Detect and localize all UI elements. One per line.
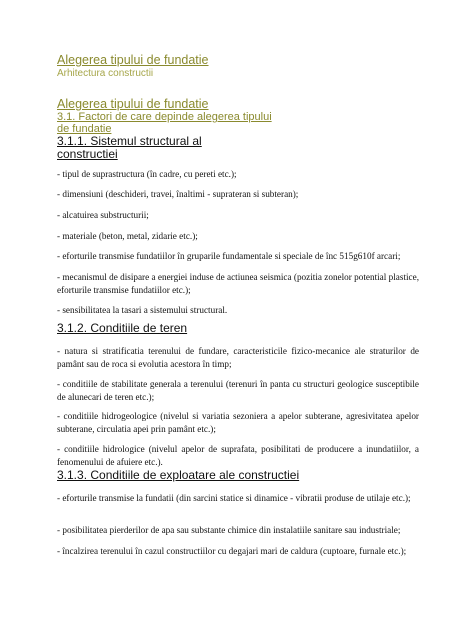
list-item: - conditiile de stabilitate generala a terenului (terenuri în panta cu structuri geologice susceptibile de alunecari de teren etc.); — [57, 379, 419, 402]
list-item: - posibilitatea pierderilor de apa sau substante chimice din instalatiile sanitare sau industriale; — [57, 525, 401, 535]
list-item: - materiale (beton, metal, zidarie etc.); — [57, 231, 198, 241]
document-subtitle: Arhitectura constructii — [57, 68, 154, 79]
list-item: - încalzirea terenului în cazul constructiilor cu degajari mari de caldura (cuptoare, furnale etc.); — [57, 546, 407, 556]
section-title[interactable]: Alegerea tipului de fundatie — [57, 97, 209, 111]
list-item: - eforturile transmise fundatiilor în gruparile fundamentale si speciale de înc 515g610f arcari; — [57, 251, 401, 261]
list-item: - dimensiuni (deschideri, travei, înaltimi - suprateran si subteran); — [57, 189, 299, 199]
list-item: - tipul de suprastructura (în cadre, cu pereti etc.); — [57, 169, 237, 179]
list-item: - conditiile hidrologice (nivelul apelor de suprafata, posibilitati de producere a inundatiilor, a fenomenului de afuiere etc.). — [57, 444, 419, 467]
list-item: - natura si stratificatia terenului de fundare, caracteristicile fizico-mecanice ale straturilor de pamânt sau de roca si evolutia acestora în timp; — [57, 346, 419, 369]
list-item: - eforturile transmise la fundatii (din sarcini statice si dinamice - vibratii produse de utilaje etc.); — [57, 493, 411, 503]
section-subtitle[interactable]: 3.1. Factori de care depinde alegerea tipului de fundatie — [57, 111, 272, 135]
list-item: - conditiile hidrogeologice (nivelul si variatia sezoniera a apelor subterane, agresivitatea apelor subterane, circulatia apei prin pamânt etc.); — [57, 411, 419, 434]
list-item: - mecanismul de disipare a energiei induse de actiunea seismica (pozitia zonelor potential plastice, eforturile transmise fundatiilor etc.); — [57, 272, 419, 295]
document-title[interactable]: Alegerea tipului de fundatie — [57, 53, 209, 67]
heading-sistemul-structural: 3.1.1. Sistemul structural al constructiei — [57, 134, 202, 161]
list-item: - alcatuirea substructurii; — [57, 210, 149, 220]
list-item: - sensibilitatea la tasari a sistemului structural. — [57, 305, 228, 315]
heading-conditiile-de-exploatare: 3.1.3. Conditiile de exploatare ale constructiei — [57, 468, 300, 482]
heading-conditiile-de-teren: 3.1.2. Conditiile de teren — [57, 321, 188, 335]
